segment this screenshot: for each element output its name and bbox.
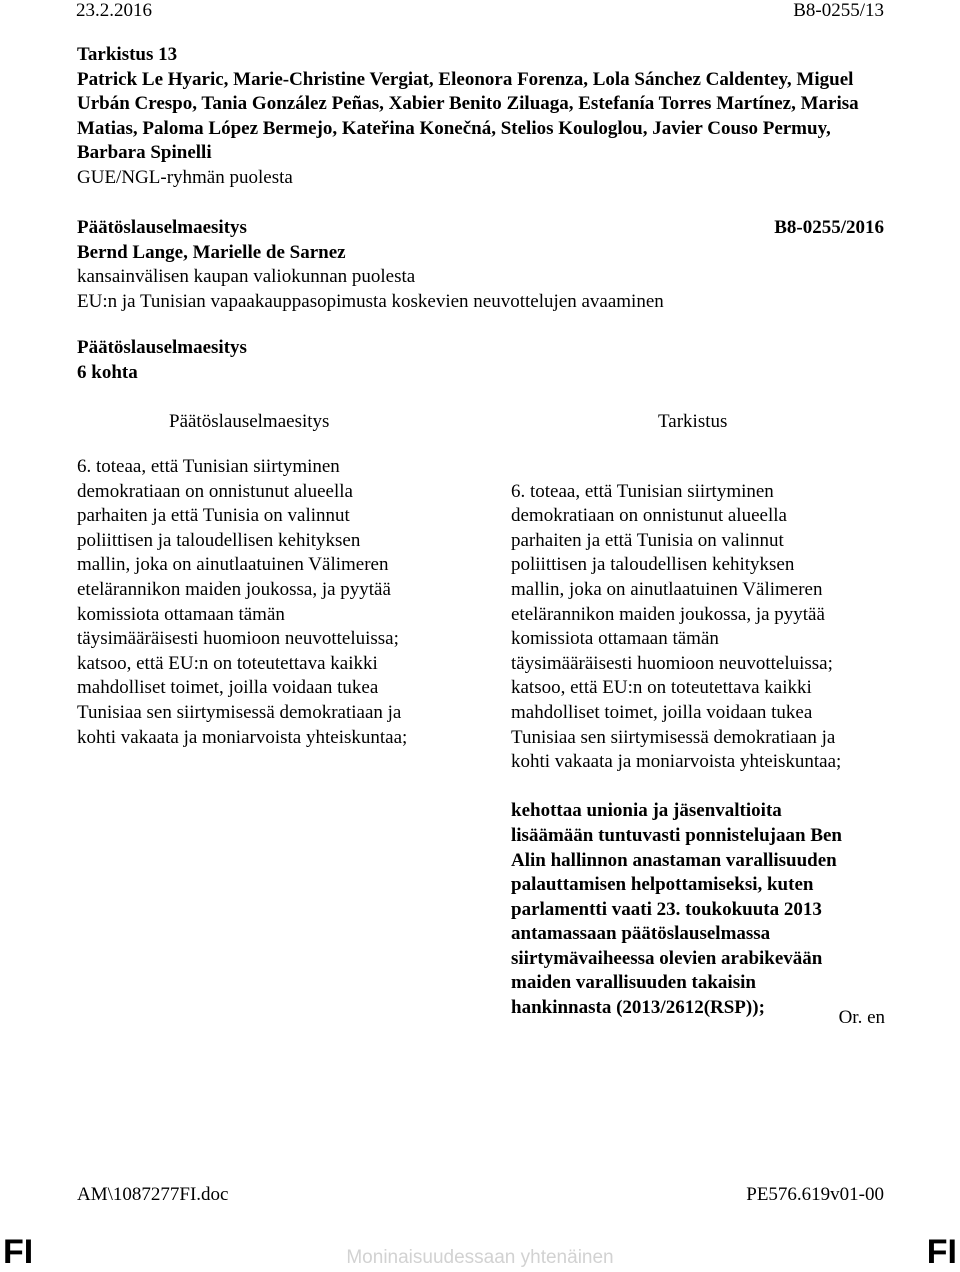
original-language: Or. en (838, 1007, 885, 1028)
header-date: 23.2.2016 (76, 0, 152, 21)
motion-rapporteurs: Bernd Lange, Marielle de Sarnez (77, 241, 346, 263)
left-column-text: 6. toteaa, että Tunisian siirtyminen demokratiaan on onnistunut alueella parhaiten ja että Tunisia on valinnut poliittisen ja taloudellisen kehityksen mallin, joka on ainutlaatuinen Välimeren etelärannikon maiden joukossa, ja pyytää komissiota ottamaan tämän täysimääräisesti huomioon neuvotteluissa; katsoo, että EU:n on toteutettava kaikki mahdolliset toimet, joilla voidaan tukea Tunisiaa sen siirtymisessä demokratiaan ja kohti vakaata ja moniarvoista yhteiskuntaa; (77, 456, 408, 748)
amendment-block (77, 43, 884, 191)
footer-refs (77, 1183, 884, 1207)
motion-label: Päätöslauselmaesitys (77, 217, 247, 238)
footer-pe-number: PE576.619v01-00 (746, 1184, 884, 1205)
motion-header-row (77, 216, 884, 241)
right-column-added-text: kehottaa unionia ja jäsenvaltioita lisäämään tuntuvasti ponnistelujaan Ben Alin hallinnon anastaman varallisuuden palauttamisen helpottamiseksi, kuten parlamentti vaati 23. toukokuuta 2013 antamassaan päätöslauselmassa siirtymävaiheessa olevien arabikevään maiden varallisuuden takaisin hankinnasta (2013/2612(RSP)); (511, 800, 842, 1019)
right-column-text: 6. toteaa, että Tunisian siirtyminen demokratiaan on onnistunut alueella parhaiten ja että Tunisia on valinnut poliittisen ja taloudellisen kehityksen mallin, joka on ainutlaatuinen Välimeren etelärannikon maiden joukossa, ja pyytää komissiota ottamaan tämän täysimääräisesti huomioon neuvotteluissa; katsoo, että EU:n on toteutettava kaikki mahdolliset toimet, joilla voidaan tukea Tunisiaa sen siirtymisessä demokratiaan ja kohti vakaata ja moniarvoista yhteiskuntaa; (511, 480, 842, 773)
right-column-heading: Tarkistus (658, 411, 728, 432)
section-paragraph: 6 kohta (77, 361, 138, 383)
header-doc-ref: B8-0255/13 (793, 0, 884, 21)
amendment-group: GUE/NGL-ryhmän puolesta (77, 166, 293, 188)
motion-number: B8-0255/2016 (774, 217, 884, 238)
section-block (77, 336, 884, 385)
left-column-heading: Päätöslauselmaesitys (169, 411, 330, 432)
footer-slogan: Moninaisuudessaan yhtenäinen (346, 1247, 614, 1268)
section-label: Päätöslauselmaesitys (77, 337, 247, 358)
footer-lang-code-right: FI (926, 1233, 957, 1271)
amendment-title: Tarkistus 13 (77, 44, 178, 65)
right-column (511, 455, 891, 1045)
motion-subject: EU:n ja Tunisian vapaakauppasopimusta koskevien neuvottelujen avaaminen (77, 290, 664, 312)
page-header (76, 0, 884, 22)
motion-block (77, 216, 884, 314)
footer-doc-id: AM\1087277FI.doc (77, 1184, 229, 1205)
motion-committee: kansainvälisen kaupan valiokunnan puolesta (77, 266, 416, 288)
amendment-authors: Patrick Le Hyaric, Marie-Christine Vergiat, Eleonora Forenza, Lola Sánchez Caldentey, Miguel Urbán Crespo, Tania González Peñas, Xabier Benito Ziluaga, Estefanía Torres Martínez, Marisa Matias, Paloma López Bermejo, Kateřina Konečná, Stelios Kouloglou, Javier Couso Permuy, Barbara Spinelli (77, 68, 859, 164)
footer-lang-code-left: FI (3, 1233, 34, 1271)
